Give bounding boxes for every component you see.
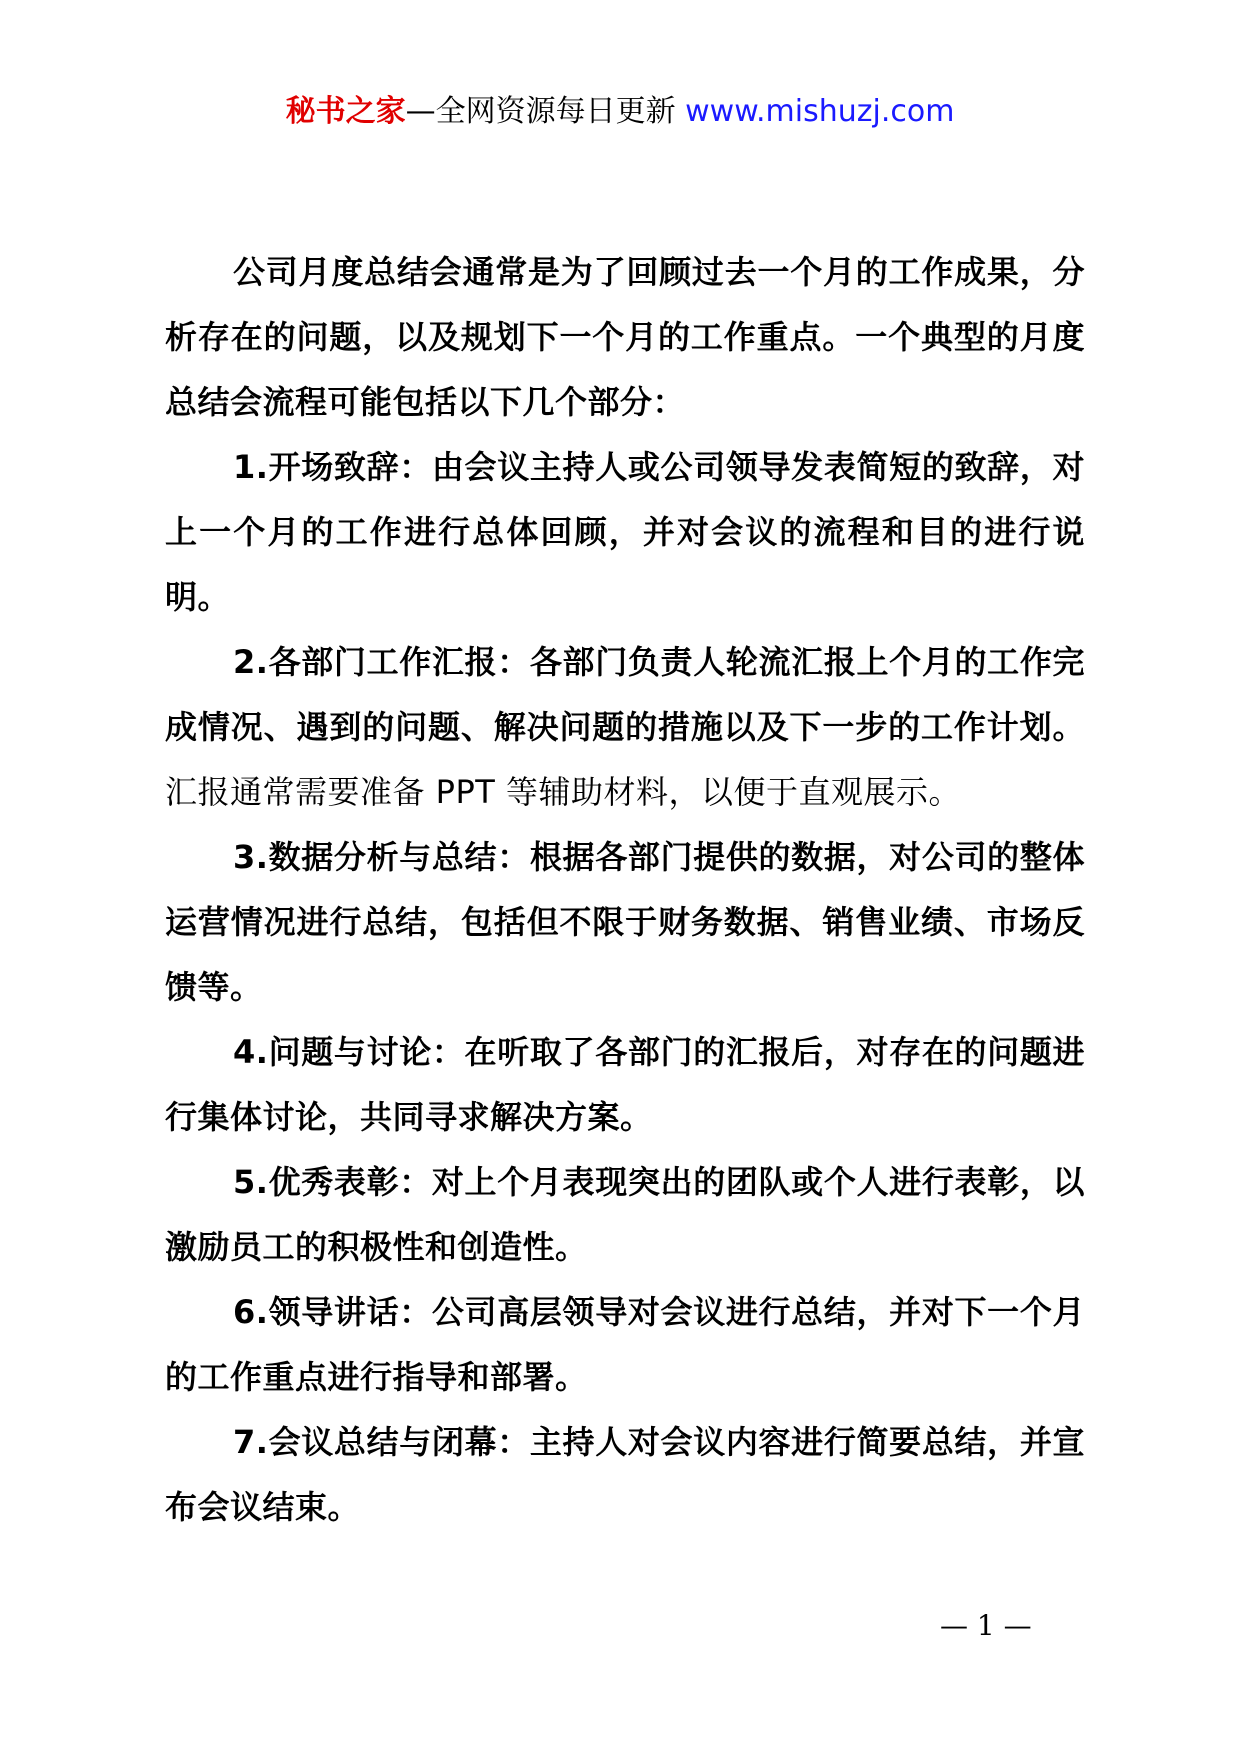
- item-department-reports-note: 汇报通常需要准备 PPT 等辅助材料，以便于直观展示。: [165, 773, 961, 811]
- item-opening-speech: 1.开场致辞：由会议主持人或公司领导发表简短的致辞，对上一个月的工作进行总体回顾，并对会议的流程和目的进行说明。: [165, 448, 1085, 616]
- item-department-reports: [165, 630, 1085, 825]
- item-closing: 7.会议总结与闭幕：主持人对会议内容进行简要总结，并宣布会议结束。: [165, 1423, 1085, 1526]
- document-body: [165, 240, 1118, 1540]
- site-url: www.mishuzj.com: [685, 94, 955, 129]
- item-awards: 5.优秀表彰：对上个月表现突出的团队或个人进行表彰，以激励员工的积极性和创造性。: [165, 1163, 1085, 1266]
- brand-name: 秘书之家: [285, 94, 406, 129]
- header-tagline: —全网资源每日更新: [405, 94, 686, 129]
- item-discussion: 4.问题与讨论：在听取了各部门的汇报后，对存在的问题进行集体讨论，共同寻求解决方案。: [165, 1033, 1085, 1136]
- intro-paragraph: 公司月度总结会通常是为了回顾过去一个月的工作成果，分析存在的问题，以及规划下一个月的工作重点。一个典型的月度 总结会流程可能包括以下几个部分：: [165, 253, 1118, 421]
- page-number: — 1 —: [940, 1609, 1032, 1642]
- item-data-analysis: 3.数据分析与总结：根据各部门提供的数据，对公司的整体运营情况进行总结，包括但不限于财务数据、销售业绩、市场反馈等。: [165, 838, 1085, 1006]
- item-department-reports-bold: 2.各部门工作汇报：各部门负责人轮流汇报上个月的工作完成情况、遇到的问题、解决问题的措施以及下一步的工作计划。: [165, 643, 1085, 746]
- page-header: [0, 92, 1240, 132]
- item-leader-speech: 6.领导讲话：公司高层领导对会议进行总结，并对下一个月的工作重点进行指导和部署。: [165, 1293, 1085, 1396]
